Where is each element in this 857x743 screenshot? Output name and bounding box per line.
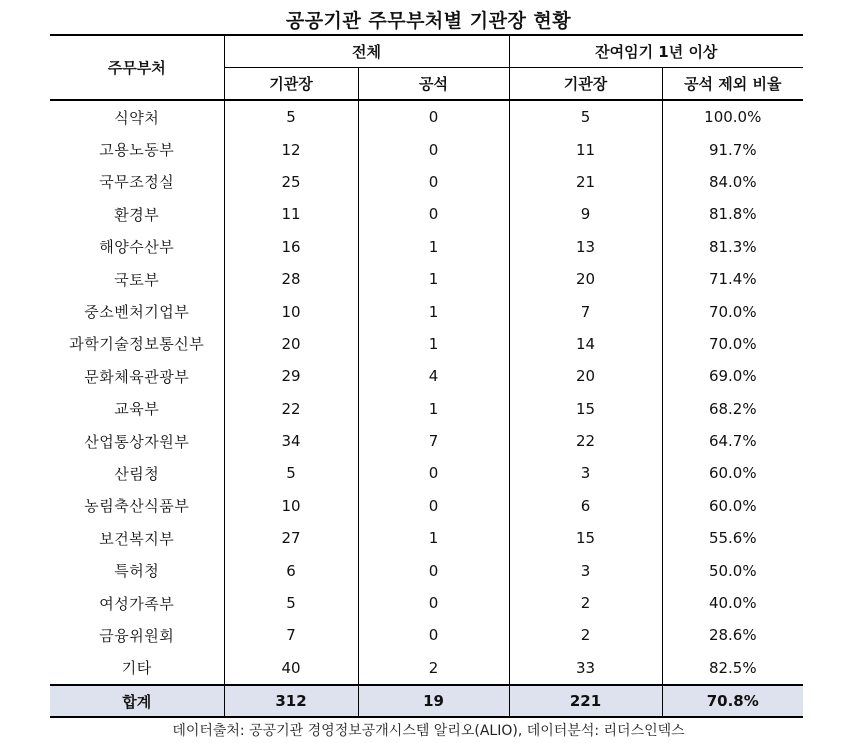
cell-vacant: 0 [358, 619, 509, 651]
cell-remaining: 9 [509, 198, 662, 230]
table-row [50, 198, 803, 230]
cell-heads: 16 [224, 231, 358, 263]
cell-ratio: 69.0% [708, 367, 757, 386]
cell-heads: 25 [224, 166, 358, 198]
cell-ratio: 50.0% [708, 561, 757, 580]
cell-ministry: 식약처 [50, 100, 224, 133]
cell-ratio: 55.6% [708, 529, 757, 548]
cell-heads: 20 [224, 328, 358, 360]
cell-vacant: 0 [358, 166, 509, 198]
cell-ratio: 70.0% [708, 334, 757, 353]
table-row [50, 522, 803, 554]
cell-ministry: 해양수산부 [50, 231, 224, 263]
total-row [50, 685, 803, 717]
total-vacant: 19 [358, 685, 509, 717]
cell-ratio: 64.7% [708, 432, 757, 451]
cell-ministry: 여성가족부 [50, 587, 224, 619]
total-remaining: 221 [509, 685, 662, 717]
cell-heads: 27 [224, 522, 358, 554]
cell-ratio: 70.0% [708, 302, 757, 321]
source-note: 데이터출처: 공공기관 경영정보공개시스템 알리오(ALIO), 데이터분석: 리더스인덱스 [172, 723, 685, 739]
cell-heads: 29 [224, 360, 358, 392]
table-row [50, 490, 803, 522]
cell-ratio: 81.8% [708, 205, 757, 224]
table-row [50, 263, 803, 295]
table-row [50, 231, 803, 263]
cell-ratio: 100.0% [704, 108, 762, 127]
cell-remaining: 7 [509, 295, 662, 327]
cell-ministry: 산림청 [50, 457, 224, 489]
cell-ratio: 82.5% [708, 658, 757, 677]
cell-ministry: 교육부 [50, 393, 224, 425]
cell-ministry: 고용노동부 [50, 133, 224, 165]
table-row [50, 457, 803, 489]
cell-ministry: 문화체육관광부 [50, 360, 224, 392]
cell-heads: 10 [224, 295, 358, 327]
cell-ratio: 68.2% [708, 399, 757, 418]
cell-remaining: 15 [509, 393, 662, 425]
cell-remaining: 15 [509, 522, 662, 554]
cell-ratio: 60.0% [708, 464, 757, 483]
cell-ratio: 71.4% [708, 270, 757, 289]
cell-heads: 40 [224, 652, 358, 685]
total-ratio: 70.8% [706, 692, 759, 711]
total-label: 합계 [50, 685, 224, 717]
table-row [50, 166, 803, 198]
cell-ministry: 산업통상자원부 [50, 425, 224, 457]
cell-ministry: 기타 [50, 652, 224, 685]
cell-ratio: 60.0% [708, 496, 757, 515]
table-row [50, 328, 803, 360]
cell-heads: 12 [224, 133, 358, 165]
table-row [50, 393, 803, 425]
header-vacant: 공석 [358, 68, 509, 101]
header-heads-remaining: 기관장 [509, 68, 662, 101]
cell-heads: 28 [224, 263, 358, 295]
cell-vacant: 0 [358, 554, 509, 586]
table-row [50, 652, 803, 685]
table-row [50, 619, 803, 651]
cell-vacant: 4 [358, 360, 509, 392]
cell-vacant: 1 [358, 522, 509, 554]
cell-heads: 34 [224, 425, 358, 457]
cell-ministry: 중소벤처기업부 [50, 295, 224, 327]
cell-ministry: 금융위원회 [50, 619, 224, 651]
header-group-all: 전체 [224, 35, 509, 68]
cell-vacant: 1 [358, 263, 509, 295]
cell-remaining: 14 [509, 328, 662, 360]
header-ministry: 주무부처 [50, 35, 224, 100]
cell-vacant: 7 [358, 425, 509, 457]
table-title: 공공기관 주무부처별 기관장 현황 [285, 10, 572, 32]
cell-heads: 5 [224, 100, 358, 133]
cell-ministry: 보건복지부 [50, 522, 224, 554]
table-row [50, 360, 803, 392]
cell-remaining: 2 [509, 619, 662, 651]
cell-heads: 10 [224, 490, 358, 522]
cell-ratio: 40.0% [708, 594, 757, 613]
table-row [50, 295, 803, 327]
table-row [50, 425, 803, 457]
cell-remaining: 6 [509, 490, 662, 522]
cell-ministry: 과학기술정보통신부 [50, 328, 224, 360]
cell-remaining: 20 [509, 360, 662, 392]
table-footer [50, 685, 803, 717]
header-ratio: 공석 제외 비율 [662, 68, 803, 101]
cell-remaining: 5 [509, 100, 662, 133]
cell-ministry: 국토부 [50, 263, 224, 295]
header-heads: 기관장 [224, 68, 358, 101]
cell-vacant: 1 [358, 295, 509, 327]
cell-remaining: 33 [509, 652, 662, 685]
cell-remaining: 3 [509, 554, 662, 586]
table-row [50, 133, 803, 165]
cell-remaining: 22 [509, 425, 662, 457]
cell-heads: 7 [224, 619, 358, 651]
total-heads: 312 [224, 685, 358, 717]
ministry-table [50, 34, 803, 718]
table-row [50, 100, 803, 133]
cell-ministry: 특허청 [50, 554, 224, 586]
cell-ratio: 81.3% [708, 237, 757, 256]
cell-vacant: 0 [358, 490, 509, 522]
table-header [50, 35, 803, 100]
cell-heads: 11 [224, 198, 358, 230]
table-row [50, 587, 803, 619]
cell-vacant: 1 [358, 393, 509, 425]
table-body [50, 100, 803, 685]
cell-heads: 5 [224, 457, 358, 489]
cell-vacant: 0 [358, 133, 509, 165]
cell-vacant: 1 [358, 231, 509, 263]
cell-ministry: 국무조정실 [50, 166, 224, 198]
cell-heads: 6 [224, 554, 358, 586]
cell-remaining: 11 [509, 133, 662, 165]
cell-ratio: 28.6% [708, 626, 757, 645]
cell-remaining: 2 [509, 587, 662, 619]
cell-ratio: 84.0% [708, 172, 757, 191]
cell-vacant: 0 [358, 100, 509, 133]
cell-vacant: 2 [358, 652, 509, 685]
cell-remaining: 13 [509, 231, 662, 263]
cell-ratio: 91.7% [708, 140, 757, 159]
cell-vacant: 0 [358, 198, 509, 230]
cell-ministry: 농림축산식품부 [50, 490, 224, 522]
cell-heads: 5 [224, 587, 358, 619]
cell-remaining: 21 [509, 166, 662, 198]
table-row [50, 554, 803, 586]
cell-heads: 22 [224, 393, 358, 425]
cell-ministry: 환경부 [50, 198, 224, 230]
cell-remaining: 3 [509, 457, 662, 489]
cell-vacant: 0 [358, 587, 509, 619]
cell-vacant: 1 [358, 328, 509, 360]
cell-vacant: 0 [358, 457, 509, 489]
cell-remaining: 20 [509, 263, 662, 295]
header-group-remaining: 잔여임기 1년 이상 [595, 43, 718, 61]
